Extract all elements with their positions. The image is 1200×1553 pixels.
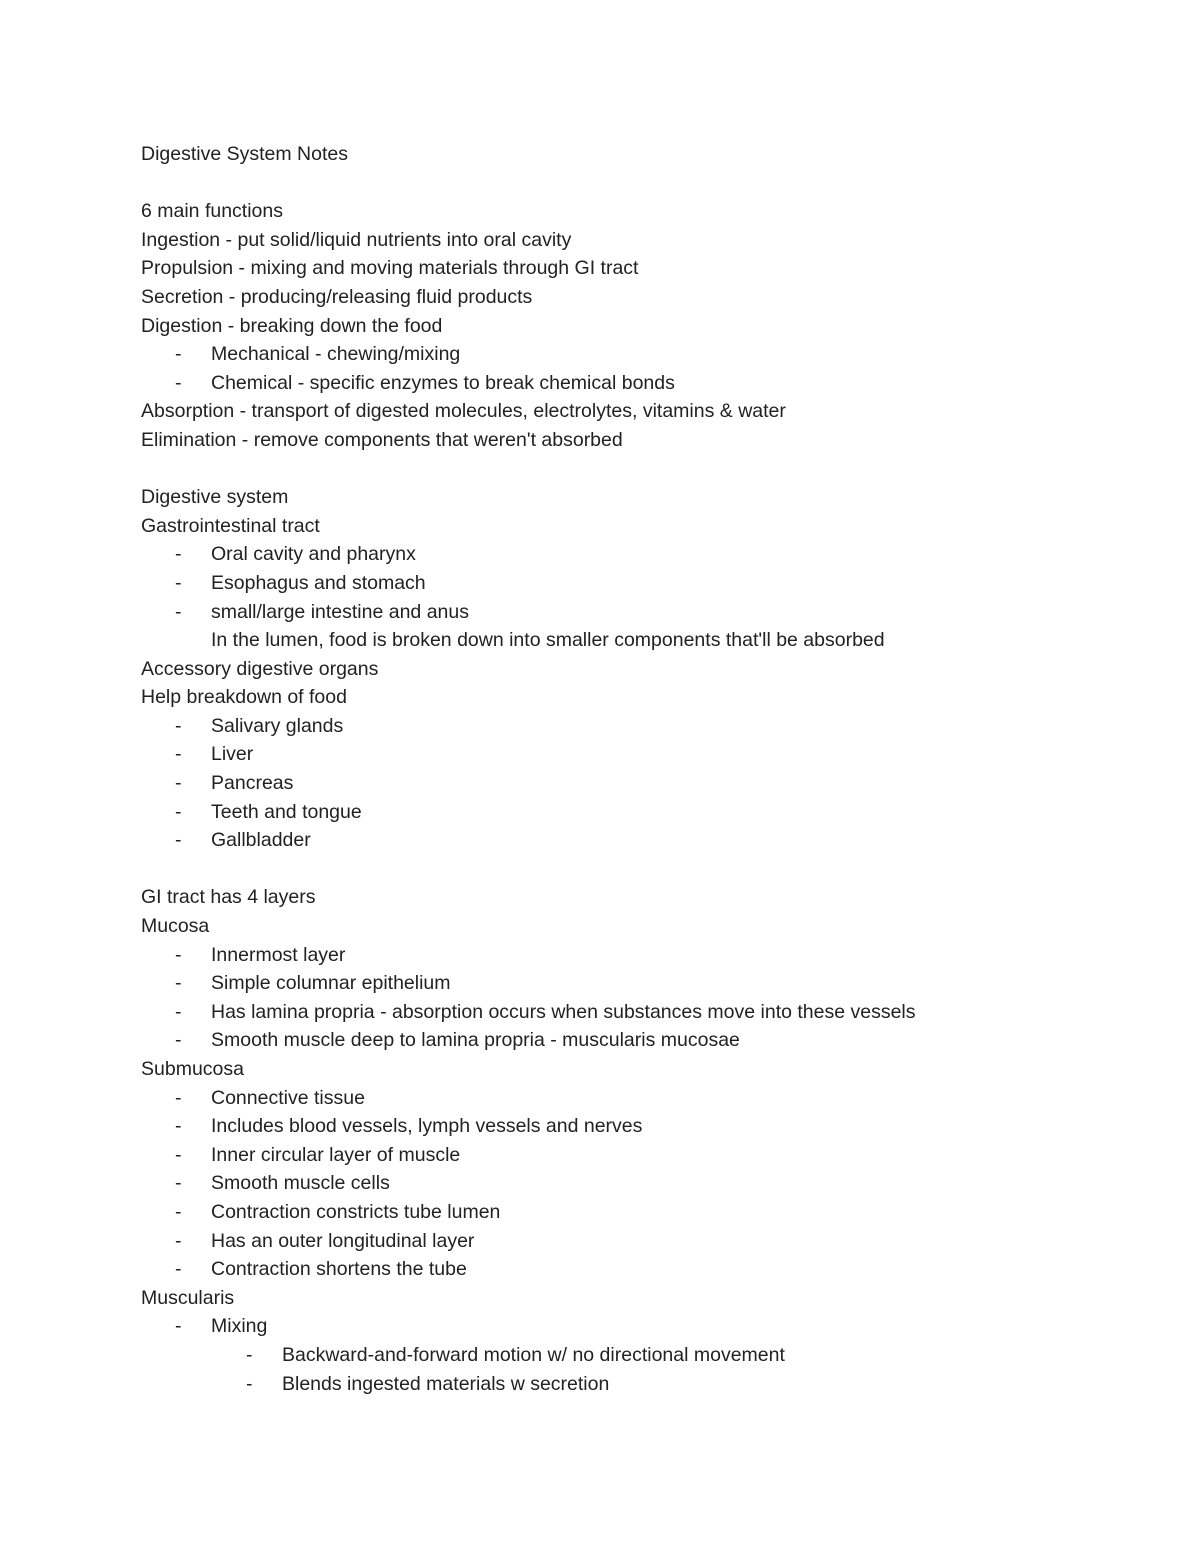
bullet-item [141, 1084, 1141, 1113]
text-line: Secretion - producing/releasing fluid products [141, 285, 533, 308]
bullet-item [141, 769, 1141, 798]
bullet-text: Includes blood vessels, lymph vessels and nerves [211, 1115, 643, 1138]
bullet-text: Liver [211, 743, 254, 766]
bullet-item [141, 1026, 1141, 1055]
bullet-item [141, 569, 1141, 598]
text-line: GI tract has 4 layers [141, 886, 316, 909]
bullet-dash: - [175, 1172, 182, 1195]
blank-line [141, 169, 1141, 198]
text-line: Accessory digestive organs [141, 657, 379, 680]
bullet-item [141, 369, 1141, 398]
text-line: Mucosa [141, 915, 210, 938]
bullet-dash: - [246, 1343, 253, 1366]
bullet-dash: - [175, 800, 182, 823]
text-line: Digestion - breaking down the food [141, 314, 443, 337]
bullet-item [141, 1141, 1141, 1170]
bullet-dash: - [175, 1115, 182, 1138]
text-line: Absorption - transport of digested molecules, electrolytes, vitamins & water [141, 400, 786, 423]
document-body [141, 169, 1141, 1399]
bullet-text: Blends ingested materials w secretion [282, 1372, 610, 1395]
bullet-dash: - [175, 1086, 182, 1109]
bullet-text: Simple columnar epithelium [211, 972, 451, 995]
bullet-text: Smooth muscle deep to lamina propria - muscularis mucosae [211, 1029, 740, 1052]
document-title: Digestive System Notes [141, 143, 348, 165]
bullet-dash: - [175, 571, 182, 594]
bullet-dash: - [246, 1372, 253, 1395]
bullet-dash: - [175, 543, 182, 566]
bullet-item [141, 798, 1141, 827]
bullet-dash: - [175, 1000, 182, 1023]
bullet-dash: - [175, 772, 182, 795]
bullet-item [141, 1341, 1141, 1370]
bullet-text: Gallbladder [211, 829, 311, 852]
bullet-text: Backward-and-forward motion w/ no directional movement [282, 1343, 785, 1366]
bullet-dash: - [175, 714, 182, 737]
bullet-item [141, 540, 1141, 569]
bullet-text: Salivary glands [211, 714, 344, 737]
document-page [141, 140, 1141, 1398]
bullet-dash: - [175, 1029, 182, 1052]
bullet-text: Oral cavity and pharynx [211, 543, 416, 566]
bullet-dash: - [175, 371, 182, 394]
bullet-item [141, 1169, 1141, 1198]
bullet-item [141, 1227, 1141, 1256]
blank-line [141, 455, 1141, 484]
blank-line [141, 855, 1141, 884]
bullet-item [141, 1370, 1141, 1399]
bullet-text: Esophagus and stomach [211, 571, 426, 594]
bullet-dash: - [175, 972, 182, 995]
bullet-text: Teeth and tongue [211, 800, 362, 823]
bullet-item [141, 740, 1141, 769]
bullet-item [141, 1255, 1141, 1284]
bullet-item [141, 941, 1141, 970]
bullet-dash: - [175, 343, 182, 366]
bullet-item [141, 1112, 1141, 1141]
bullet-item [141, 340, 1141, 369]
text-line: Propulsion - mixing and moving materials through GI tract [141, 257, 639, 280]
text-line: Help breakdown of food [141, 686, 347, 709]
bullet-text: Mixing [211, 1315, 268, 1338]
bullet-dash: - [175, 829, 182, 852]
bullet-text: Has lamina propria - absorption occurs when substances move into these vessels [211, 1000, 916, 1023]
bullet-text: Smooth muscle cells [211, 1172, 390, 1195]
bullet-text: Contraction shortens the tube [211, 1258, 467, 1281]
bullet-item [141, 598, 1141, 627]
bullet-dash: - [175, 943, 182, 966]
bullet-dash: - [175, 743, 182, 766]
text-line: Muscularis [141, 1286, 235, 1309]
bullet-item [141, 826, 1141, 855]
text-line: Gastrointestinal tract [141, 514, 320, 537]
bullet-text: Contraction constricts tube lumen [211, 1200, 501, 1223]
bullet-item [141, 969, 1141, 998]
bullet-text: Connective tissue [211, 1086, 365, 1109]
text-line: 6 main functions [141, 200, 283, 223]
text-line: Digestive system [141, 486, 289, 509]
text-line: Submucosa [141, 1058, 244, 1080]
bullet-text: Pancreas [211, 772, 294, 795]
bullet-text: Has an outer longitudinal layer [211, 1229, 475, 1252]
bullet-item [141, 712, 1141, 741]
text-line: Elimination - remove components that weren't absorbed [141, 428, 623, 451]
bullet-text: Innermost layer [211, 943, 346, 966]
bullet-dash: - [175, 1143, 182, 1166]
bullet-text: Mechanical - chewing/mixing [211, 343, 461, 366]
bullet-item [141, 1312, 1141, 1341]
bullet-dash: - [175, 1315, 182, 1338]
bullet-item [141, 998, 1141, 1027]
continuation-text: In the lumen, food is broken down into smaller components that'll be absorbed [211, 629, 885, 652]
bullet-text: Inner circular layer of muscle [211, 1143, 461, 1166]
bullet-dash: - [175, 1200, 182, 1223]
bullet-dash: - [175, 1258, 182, 1281]
bullet-text: Chemical - specific enzymes to break chemical bonds [211, 371, 675, 394]
bullet-dash: - [175, 600, 182, 623]
bullet-text: small/large intestine and anus [211, 600, 469, 623]
text-line: Ingestion - put solid/liquid nutrients into oral cavity [141, 228, 572, 251]
bullet-dash: - [175, 1229, 182, 1252]
bullet-item [141, 1198, 1141, 1227]
